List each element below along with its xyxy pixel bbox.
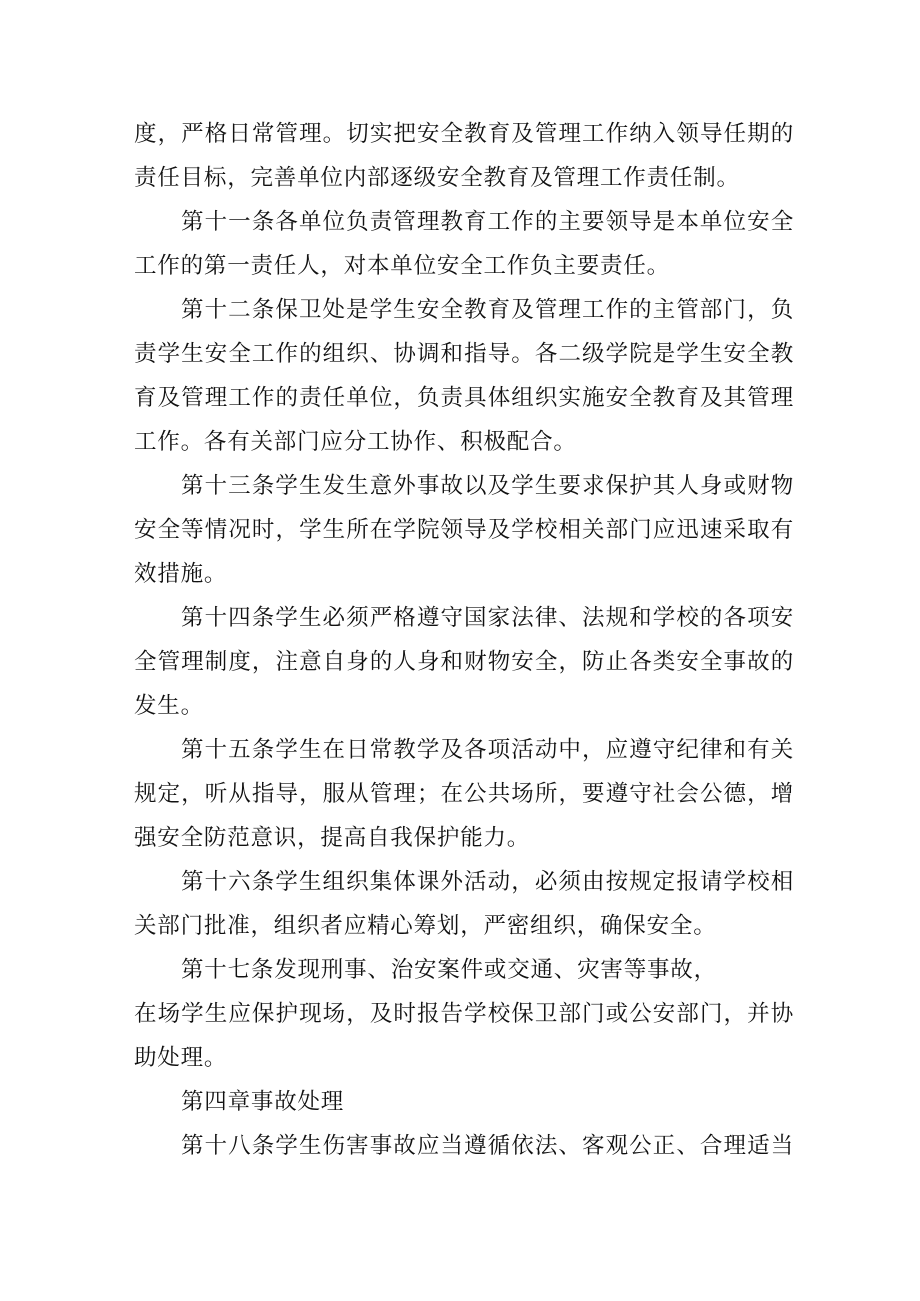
text-line: 育及管理工作的责任单位，负责具体组织实施安全教育及其管理 [134,385,794,411]
text-line: 第四章事故处理 [181,1089,345,1115]
text-line: 第十七条发现刑事、治安案件或交通、灾害等事故， [181,957,717,983]
text-line: 责学生安全工作的组织、协调和指导。各二级学院是学生安全教 [134,341,794,367]
paragraph [134,728,794,860]
text-line: 工作的第一责任人，对本单位安全工作负主要责任。 [134,253,670,279]
text-line: 关部门批准，组织者应精心筹划，严密组织，确保安全。 [134,913,717,939]
text-line: 第十八条学生伤害事故应当遵循依法、客观公正、合理适当 [181,1133,794,1159]
document-body [134,112,794,1168]
text-line: 第十二条保卫处是学生安全教育及管理工作的主管部门，负 [181,297,794,323]
text-line: 度，严格日常管理。切实把安全教育及管理工作纳入领导任期的 [134,121,794,147]
text-line: 安全等情况时，学生所在学院领导及学校相关部门应迅速采取有 [134,517,794,543]
text-line: 规定，听从指导，服从管理；在公共场所，要遵守社会公德，增 [134,781,794,807]
text-line: 工作。各有关部门应分工协作、积极配合。 [134,429,577,455]
paragraph [134,948,794,1080]
paragraph [134,288,794,464]
text-line: 第十一条各单位负责管理教育工作的主要领导是本单位安全 [181,209,794,235]
paragraph [134,200,794,288]
paragraph [134,596,794,728]
text-line: 第十六条学生组织集体课外活动，必须由按规定报请学校相 [181,869,794,895]
text-line: 发生。 [134,693,204,719]
text-line: 责任目标，完善单位内部逐级安全教育及管理工作责任制。 [134,165,740,191]
text-line: 第十五条学生在日常教学及各项活动中，应遵守纪律和有关 [181,737,794,763]
paragraph [134,464,794,596]
text-line: 效措施。 [134,561,228,587]
chapter-heading [134,1080,794,1124]
paragraph [134,860,794,948]
paragraph [134,112,794,200]
paragraph [134,1124,794,1168]
text-line: 第十三条学生发生意外事故以及学生要求保护其人身或财物 [181,473,794,499]
text-line: 第十四条学生必须严格遵守国家法律、法规和学校的各项安 [181,605,794,631]
text-line: 强安全防范意识，提高自我保护能力。 [134,825,531,851]
text-line: 全管理制度，注意自身的人身和财物安全，防止各类安全事故的 [134,649,794,675]
text-line: 在场学生应保护现场，及时报告学校保卫部门或公安部门，并协 [134,1001,794,1027]
text-line: 助处理。 [134,1045,228,1071]
